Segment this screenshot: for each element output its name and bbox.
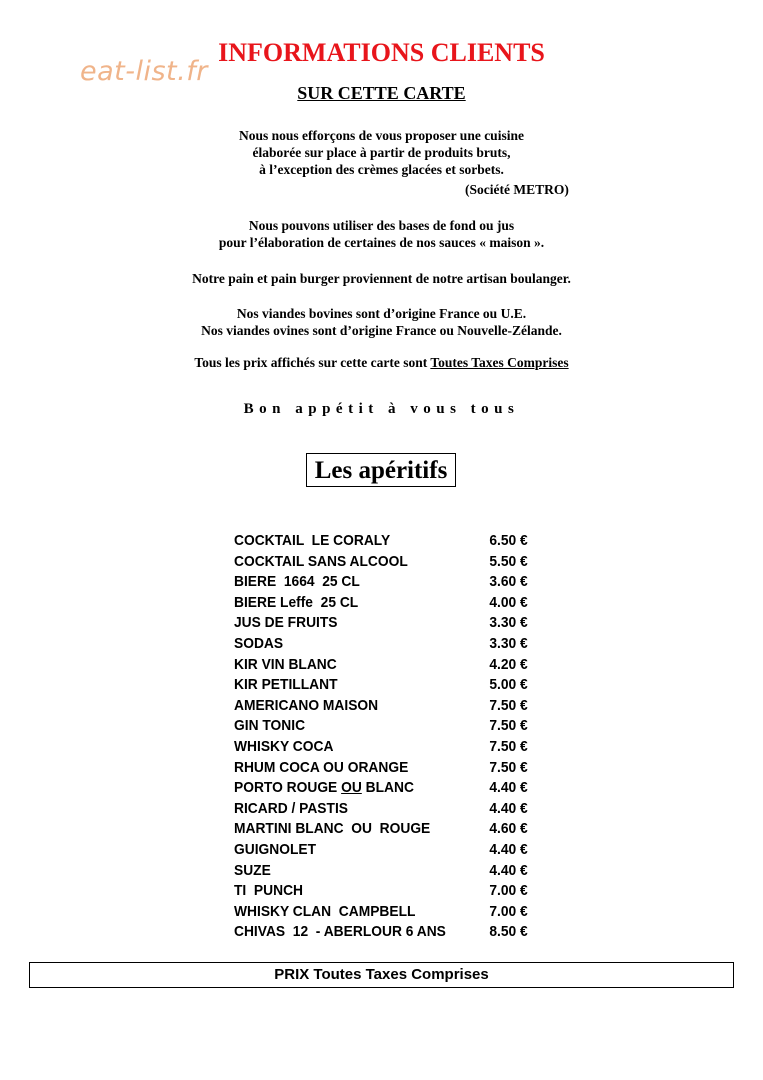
menu-item [234, 675, 534, 696]
info-line: pour l’élaboration de certaines de nos sauces « maison ». [218, 235, 545, 250]
menu-item-price: 7.50 € [489, 737, 528, 755]
info-line: Notre pain et pain burger proviennent de notre artisan boulanger. [192, 271, 571, 286]
menu-item [234, 716, 534, 737]
menu-item-name: SODAS [234, 634, 284, 652]
menu-item-name: JUS DE FRUITS [234, 614, 338, 632]
menu-item-price: 4.60 € [489, 820, 528, 838]
menu-item-price: 4.00 € [489, 593, 528, 611]
page-subtitle: SUR CETTE CARTE [297, 83, 466, 103]
menu-item-price: 3.30 € [489, 634, 528, 652]
menu-item [234, 778, 534, 799]
menu-item-price: 4.40 € [489, 840, 528, 858]
info-line: Nos viandes bovines sont d’origine France ou U.E. [236, 306, 527, 321]
greeting: Bon appétit à vous tous [243, 401, 520, 417]
menu-item-name: MARTINI BLANC OU ROUGE [234, 820, 431, 838]
menu-item [234, 634, 534, 655]
menu-item [234, 531, 534, 552]
menu-item-price: 5.50 € [489, 552, 528, 570]
menu-item [234, 902, 534, 923]
info-paragraph-prices [0, 354, 763, 371]
info-paragraph-cuisine [0, 127, 763, 178]
menu-item [234, 593, 534, 614]
info-paragraph-sauces [0, 217, 763, 251]
menu-item-name: BIERE Leffe 25 CL [234, 593, 359, 611]
menu-item-name: WHISKY CLAN CAMPBELL [234, 902, 416, 920]
menu-item [234, 696, 534, 717]
menu-item-price: 7.50 € [489, 696, 528, 714]
menu-item [234, 840, 534, 861]
menu-item-name: GIN TONIC [234, 717, 306, 735]
info-line: Nos viandes ovines sont d’origine France ou Nouvelle-Zélande. [201, 323, 562, 338]
info-line: élaborée sur place à partir de produits bruts, [252, 145, 511, 160]
info-line: à l’exception des crèmes glacées et sorbets. [259, 162, 504, 177]
info-source: (Société METRO) [465, 182, 569, 197]
menu-item [234, 655, 534, 676]
menu-item-name: COCKTAIL LE CORALY [234, 532, 391, 549]
menu-item [234, 861, 534, 882]
menu-item-price: 7.00 € [489, 902, 528, 920]
menu-item-price: 3.30 € [489, 614, 528, 632]
menu-item [234, 613, 534, 634]
menu-item [234, 758, 534, 779]
menu-item-price: 7.50 € [489, 717, 528, 735]
menu-item-price: 8.50 € [489, 923, 528, 941]
menu-item-price: 4.40 € [489, 799, 528, 817]
menu-item-name: BIERE 1664 25 CL [234, 573, 360, 591]
menu-item-name: RICARD / PASTIS [234, 799, 348, 817]
menu-item-price: 4.40 € [489, 861, 528, 879]
info-line: Nous pouvons utiliser des bases de fond ou jus [248, 218, 515, 233]
menu-item-name: KIR VIN BLANC [234, 655, 337, 673]
menu-item-name: KIR PETILLANT [234, 676, 338, 694]
menu-item-name: WHISKY COCA [234, 737, 334, 755]
menu-item [234, 799, 534, 820]
footer-price-note: PRIX Toutes Taxes Comprises [29, 962, 734, 988]
info-prices-text: Tous les prix affichés sur cette carte sont [194, 355, 431, 370]
info-paragraph-bread [0, 270, 763, 287]
menu-item-name: RHUM COCA OU ORANGE [234, 758, 409, 776]
menu-item-price: 7.00 € [489, 882, 528, 900]
menu-item-price: 6.50 € [489, 532, 528, 549]
menu-item-price: 3.60 € [489, 573, 528, 591]
menu-item [234, 819, 534, 840]
menu-item-name: COCKTAIL SANS ALCOOL [234, 552, 408, 570]
menu-item [234, 737, 534, 758]
menu-item [234, 572, 534, 593]
menu-item [234, 922, 534, 943]
menu-item-price: 7.50 € [489, 758, 528, 776]
menu-item-name: GUIGNOLET [234, 840, 317, 858]
menu-item-price: 4.40 € [489, 779, 528, 797]
menu-item-price: 5.00 € [489, 676, 528, 694]
aperitif-list [234, 531, 534, 943]
menu-item [234, 881, 534, 902]
info-prices-ttc: Toutes Taxes Comprises [430, 355, 569, 370]
menu-item-name: CHIVAS 12 - ABERLOUR 6 ANS [234, 923, 446, 941]
info-line: Nous nous efforçons de vous proposer une cuisine [239, 128, 524, 143]
menu-item [234, 552, 534, 573]
menu-item-price: 4.20 € [489, 655, 528, 673]
menu-item-name: PORTO ROUGE OU BLANC [234, 779, 414, 797]
menu-item-name: AMERICANO MAISON [234, 696, 379, 714]
page-title: INFORMATIONS CLIENTS [218, 38, 545, 67]
section-title: Les apéritifs [306, 453, 456, 487]
menu-item-name: TI PUNCH [234, 882, 303, 900]
menu-item-name: SUZE [234, 861, 271, 879]
info-paragraph-meat [0, 305, 763, 339]
watermark: eat-list.fr [80, 56, 208, 87]
